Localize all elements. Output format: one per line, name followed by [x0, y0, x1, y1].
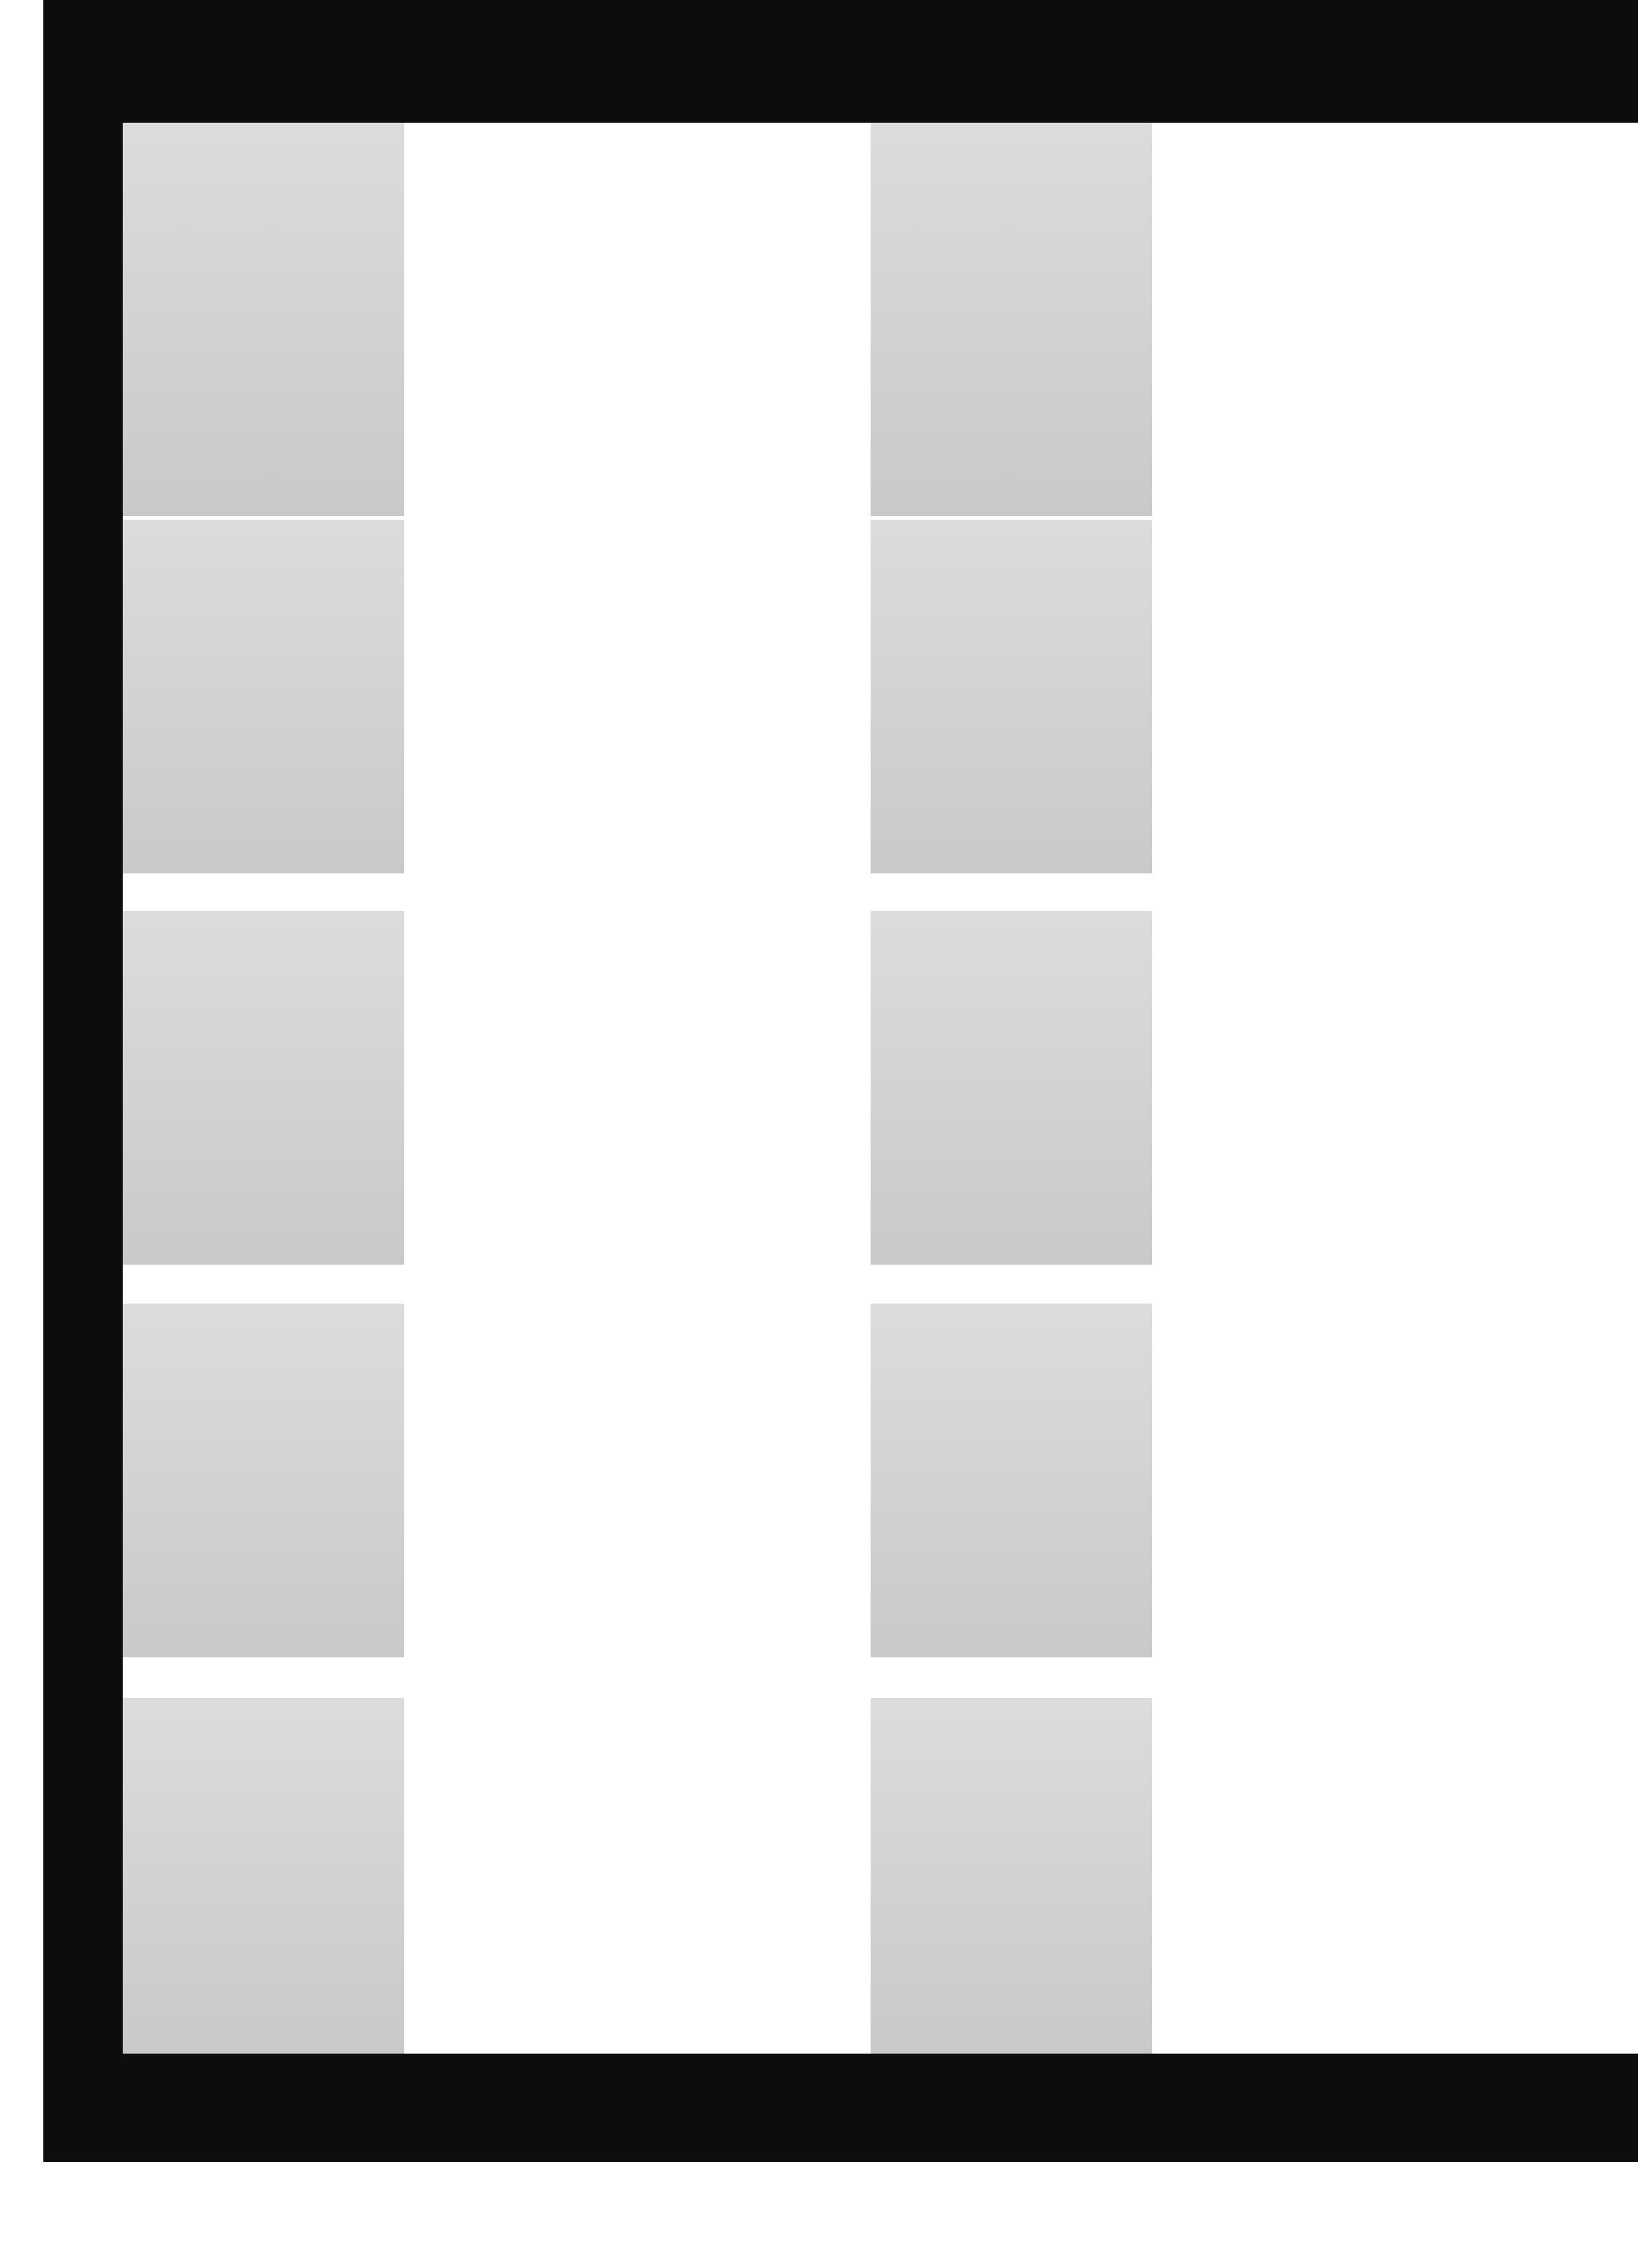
- portrait-silhouette: [123, 123, 404, 476]
- portrait-photo: [123, 1698, 404, 2054]
- portrait-silhouette: [871, 1698, 1152, 2051]
- bird-pattern-bottom: [43, 2054, 1638, 2162]
- decorative-border-bottom: [43, 2054, 1638, 2162]
- portrait-photo: [123, 520, 404, 873]
- portrait-silhouette: [123, 520, 404, 873]
- portrait-photo: [123, 123, 404, 516]
- portrait-photo: [871, 520, 1152, 873]
- portrait-silhouette: [123, 911, 404, 1265]
- portrait-photo: [871, 911, 1152, 1265]
- portrait-silhouette: [871, 911, 1152, 1265]
- portrait-silhouette: [871, 520, 1152, 873]
- bird-pattern-top: [43, 0, 1638, 123]
- bird-pattern-left: [43, 0, 123, 2162]
- decorative-border-left: [43, 0, 123, 2162]
- portrait-silhouette: [123, 1304, 404, 1657]
- portrait-photo: [123, 911, 404, 1265]
- portrait-photo: [123, 1304, 404, 1657]
- portrait-photo: [871, 123, 1152, 516]
- portrait-photo: [871, 1698, 1152, 2054]
- decorative-border-top: [43, 0, 1638, 123]
- portrait-silhouette: [871, 123, 1152, 476]
- portrait-silhouette: [871, 1304, 1152, 1657]
- portrait-silhouette: [123, 1698, 404, 2051]
- portrait-photo: [871, 1304, 1152, 1657]
